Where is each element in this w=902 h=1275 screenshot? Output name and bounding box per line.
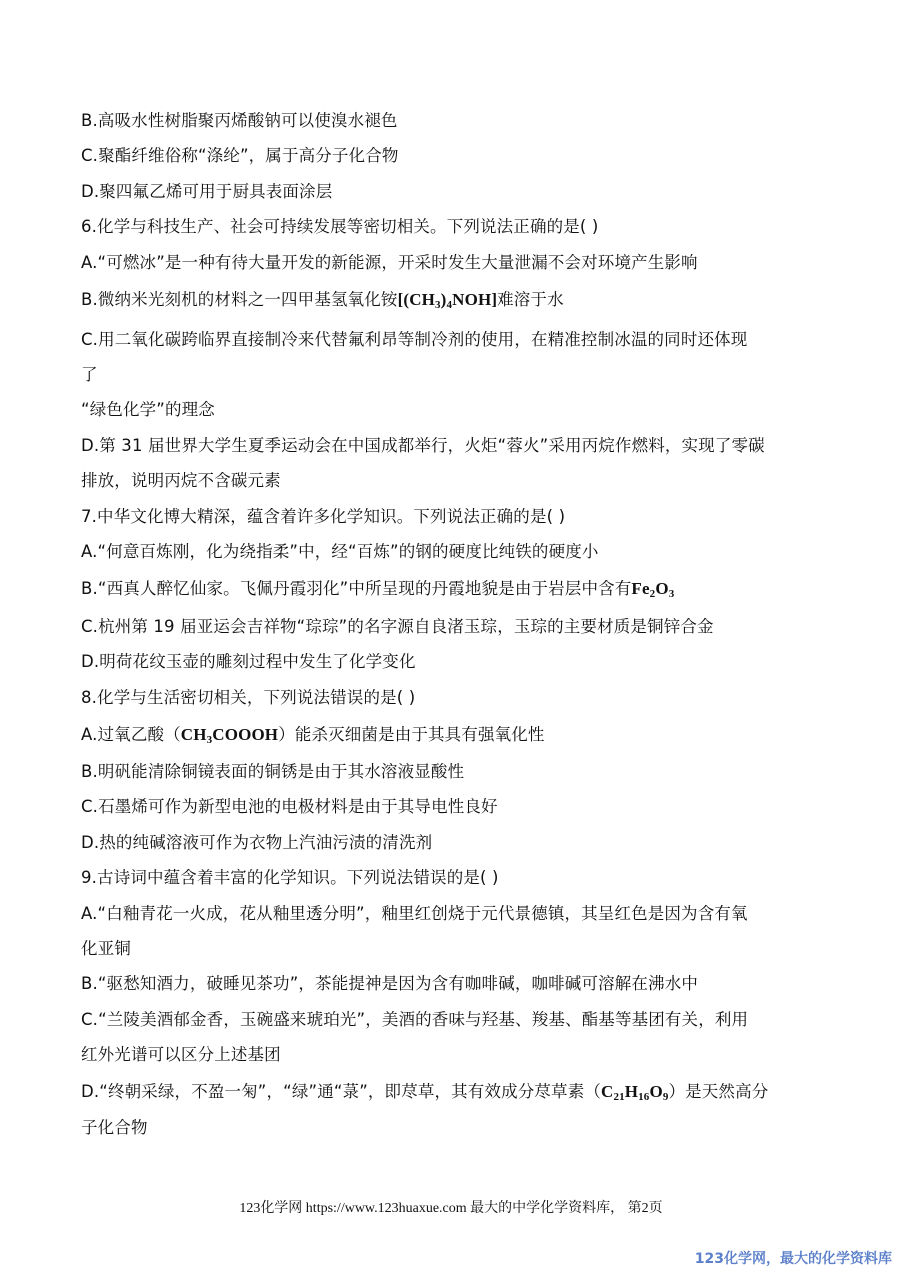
text: C.聚酯纤维俗称“涤纶”，属于高分子化合物: [81, 146, 399, 165]
option-8a: [81, 724, 821, 746]
text: 6.化学与科技生产、社会可持续发展等密切相关。下列说法正确的是( ): [81, 217, 599, 236]
option-7b: [81, 578, 821, 600]
option-8d: [81, 832, 821, 854]
text: B.明矾能清除铜镜表面的铜锈是由于其水溶液显酸性: [81, 762, 465, 781]
question-6-stem: [81, 216, 821, 238]
watermark: 123化学网，最大的化学资料库: [694, 1251, 892, 1267]
option-9a-cont: [81, 938, 821, 960]
option-6a: [81, 252, 821, 274]
option-7a: [81, 541, 821, 563]
option-6b: [81, 289, 821, 311]
text: 8.化学与生活密切相关，下列说法错误的是( ): [81, 688, 416, 707]
text: 9.古诗词中蕴含着丰富的化学知识。下列说法错误的是( ): [81, 868, 499, 887]
text: B.高吸水性树脂聚丙烯酸钠可以使溴水褪色: [81, 111, 398, 130]
text: D.热的纯碱溶液可作为衣物上汽油污渍的清洗剂: [81, 833, 433, 852]
text: D.聚四氟乙烯可用于厨具表面涂层: [81, 182, 333, 201]
text: C.用二氧化碳跨临界直接制冷来代替氟利昂等制冷剂的使用，在精准控制冰温的同时还体现: [81, 330, 748, 349]
text: D.明荷花纹玉壶的雕刻过程中发生了化学变化: [81, 652, 416, 671]
option-7c: [81, 616, 821, 638]
question-9-stem: [81, 867, 821, 889]
text: ）能杀灭细菌是由于其具有强氧化性: [278, 725, 545, 744]
option-8b: [81, 761, 821, 783]
formula-peracetic-acid: $CH_3COOOH$: [180, 725, 279, 746]
option-9c-cont: [81, 1044, 821, 1066]
option-9d-cont: [81, 1117, 821, 1139]
option-7d: [81, 651, 821, 673]
text: A.“白釉青花一火成，花从釉里透分明”，釉里红创烧于元代景德镇，其呈红色是因为含有氧: [81, 904, 748, 923]
formula-tmah: $[(CH_3)_4NOH]$: [397, 290, 498, 311]
page-footer: 123化学网 https://www.123huaxue.com 最大的中学化学资料库， 第2页: [239, 1201, 663, 1216]
option-6d-cont: [81, 470, 821, 492]
text: 7.中华文化博大精深，蕴含着许多化学知识。下列说法正确的是( ): [81, 507, 566, 526]
option-9d: [81, 1081, 821, 1103]
formula-fe2o3: $Fe_2O_3$: [631, 579, 675, 600]
text: 化亚铜: [81, 939, 131, 958]
text: 难溶于水: [497, 290, 564, 309]
text: B.“西真人醉忆仙家。飞佩丹霞羽化”中所呈现的丹霞地貌是由于岩层中含有: [81, 579, 632, 598]
question-7-stem: [81, 506, 821, 528]
text: A.“可燃冰”是一种有待大量开发的新能源，开采时发生大量泄漏不会对环境产生影响: [81, 253, 698, 272]
option-5d: [81, 181, 821, 203]
option-5b: [81, 110, 821, 132]
option-6c: [81, 329, 821, 351]
text: 了: [81, 365, 98, 384]
question-8-stem: [81, 687, 821, 709]
text: A.过氧乙酸（: [81, 725, 181, 744]
text: C.杭州第 19 届亚运会吉祥物“琮琮”的名字源自良渚玉琮，玉琮的主要材质是铜锌合金: [81, 617, 714, 636]
text: 红外光谱可以区分上述基团: [81, 1045, 281, 1064]
text: C.石墨烯可作为新型电池的电极材料是由于其导电性良好: [81, 797, 498, 816]
option-9b: [81, 973, 821, 995]
text: ）是天然高分: [668, 1082, 769, 1101]
option-8c: [81, 796, 821, 818]
option-9a: [81, 903, 821, 925]
text: C.“兰陵美酒郁金香，玉碗盛来琥珀光”，美酒的香味与羟基、羧基、酯基等基团有关，利用: [81, 1010, 749, 1029]
text: 排放，说明丙烷不含碳元素: [81, 471, 281, 490]
text: D.第 31 届世界大学生夏季运动会在中国成都举行，火炬“蓉火”采用丙烷作燃料，实现了零碳: [81, 436, 765, 455]
option-6c-cont2: [81, 399, 821, 421]
option-6c-cont: [81, 364, 821, 386]
text: A.“何意百炼刚，化为绕指柔”中，经“百炼”的钢的硬度比纯铁的硬度小: [81, 542, 599, 561]
option-6d: [81, 435, 821, 457]
formula-arthraxin: $C_{21}H_{16}O_9$: [601, 1082, 669, 1103]
text: B.微纳米光刻机的材料之一四甲基氢氧化铵: [81, 290, 398, 309]
text: B.“驱愁知酒力，破睡见茶功”，茶能提神是因为含有咖啡碱，咖啡碱可溶解在沸水中: [81, 974, 699, 993]
option-5c: [81, 145, 821, 167]
text: “绿色化学”的理念: [81, 400, 215, 419]
text: 子化合物: [81, 1118, 148, 1137]
text: D.“终朝采绿，不盈一匊”，“绿”通“菉”，即荩草，其有效成分荩草素（: [81, 1082, 601, 1101]
option-9c: [81, 1009, 821, 1031]
